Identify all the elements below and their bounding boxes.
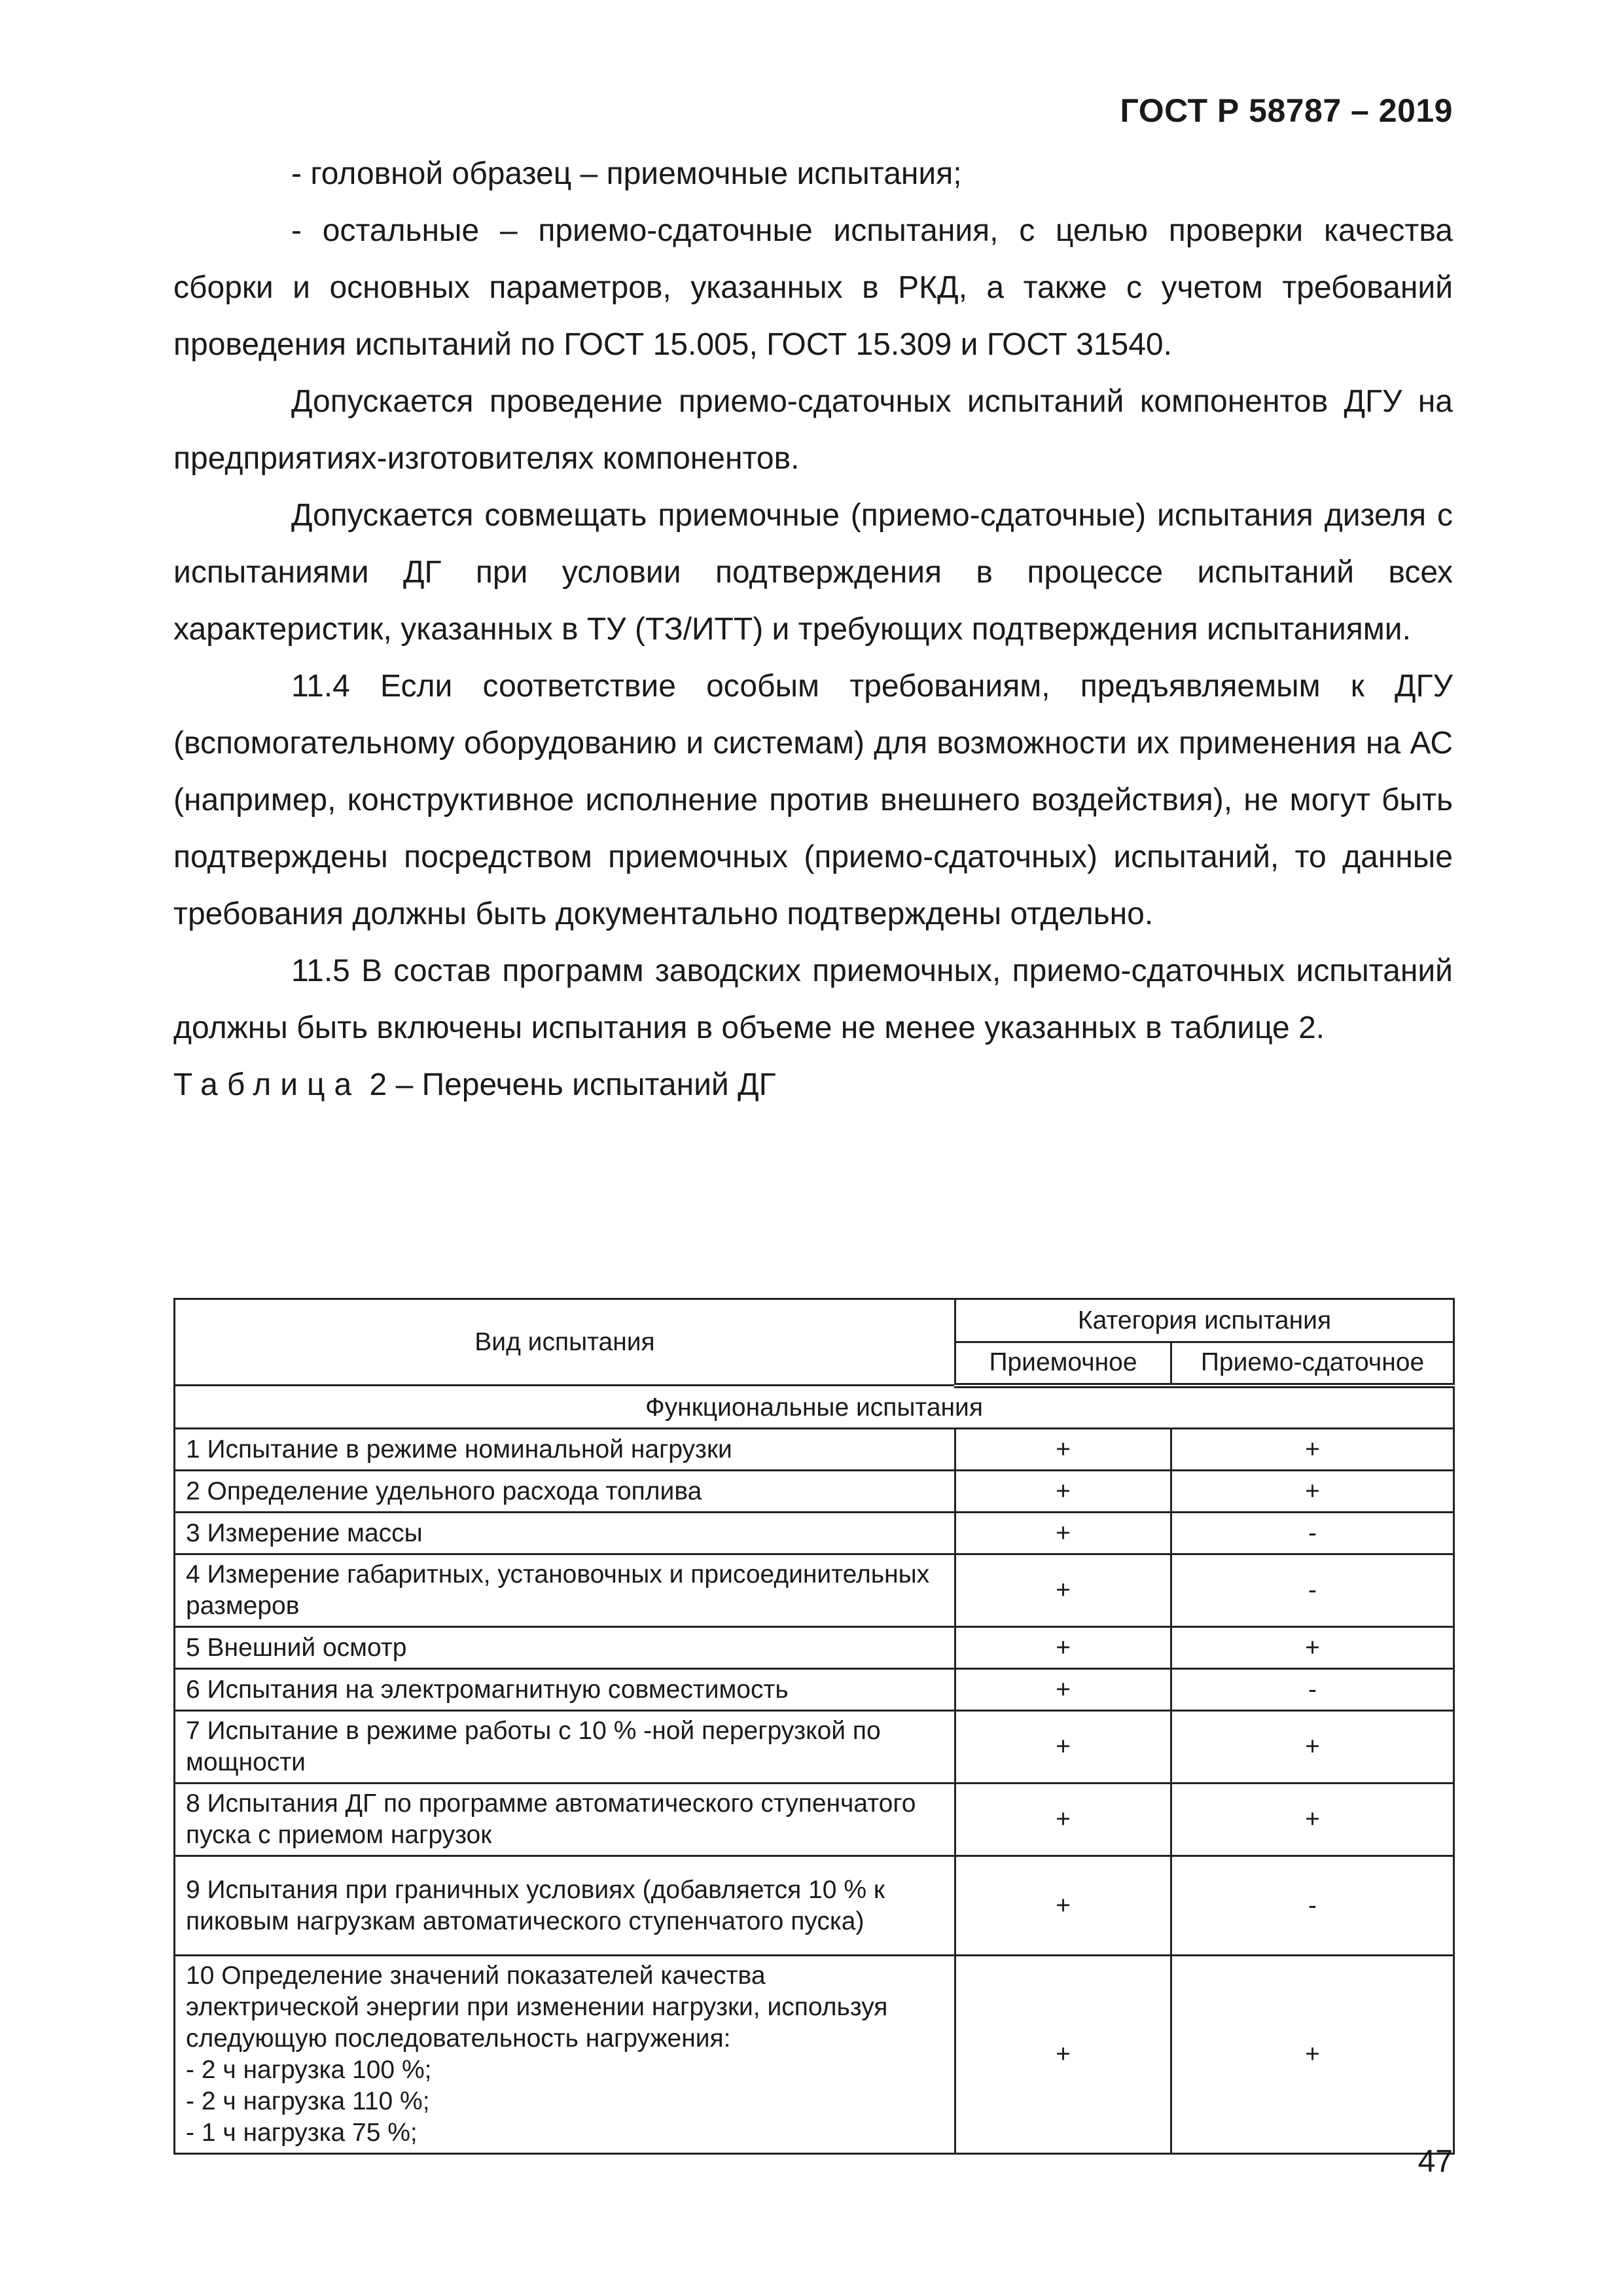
row10-item-2: - 2 ч нагрузка 110 %; xyxy=(186,2087,430,2115)
row-delivery-mark: - xyxy=(1171,1856,1454,1956)
table-row xyxy=(175,1627,1454,1669)
row-acceptance-mark: + xyxy=(955,1956,1171,2154)
row-delivery-mark: + xyxy=(1171,1429,1454,1471)
row-test-name: 4 Измерение габаритных, установочных и присоединительных размеров xyxy=(175,1554,955,1627)
row-acceptance-mark: + xyxy=(955,1711,1171,1784)
table-row xyxy=(175,1554,1454,1627)
row-acceptance-mark: + xyxy=(955,1471,1171,1513)
row10-item-3: - 1 ч нагрузка 75 %; xyxy=(186,2119,418,2147)
row-test-name: 9 Испытания при граничных условиях (добавляется 10 % к пиковым нагрузкам автоматического ступенчатого пуска) xyxy=(175,1856,955,1956)
row-acceptance-mark: + xyxy=(955,1784,1171,1856)
row-delivery-mark: + xyxy=(1171,1471,1454,1513)
row-test-name: 1 Испытание в режиме номинальной нагрузки xyxy=(175,1429,955,1471)
row-test-name: 7 Испытание в режиме работы с 10 % -ной перегрузкой по мощности xyxy=(175,1711,955,1784)
document-code-header: ГОСТ Р 58787 – 2019 xyxy=(1120,92,1453,129)
col-header-category: Категория испытания xyxy=(955,1299,1454,1342)
group-row-functional-tests: Функциональные испытания xyxy=(175,1386,1454,1429)
row-delivery-mark: + xyxy=(1171,1784,1454,1856)
row-delivery-mark: - xyxy=(1171,1669,1454,1711)
row-test-name: 3 Измерение массы xyxy=(175,1513,955,1554)
row-test-name xyxy=(175,1956,955,2154)
table-row xyxy=(175,1471,1454,1513)
row-delivery-mark: + xyxy=(1171,1627,1454,1669)
col-header-acceptance: Приемочное xyxy=(955,1342,1171,1386)
table-container xyxy=(173,1298,1453,2155)
row-acceptance-mark: + xyxy=(955,1513,1171,1554)
paragraph-3: Допускается проведение приемо-сдаточных испытаний компонентов ДГУ на предприятиях-изготовителях компонентов. xyxy=(173,384,1453,476)
paragraph-11-5: 11.5 В состав программ заводских приемочных, приемо-сдаточных испытаний должны быть включены испытания в объеме не менее указанных в таблице 2. xyxy=(173,954,1453,1045)
row-delivery-mark: - xyxy=(1171,1554,1454,1627)
col-header-delivery: Приемо-сдаточное xyxy=(1171,1342,1454,1386)
table-row xyxy=(175,1429,1454,1471)
table-row xyxy=(175,1513,1454,1554)
row-delivery-mark: - xyxy=(1171,1513,1454,1554)
page-number: 47 xyxy=(1418,2144,1453,2179)
table-row xyxy=(175,1711,1454,1784)
row-test-name: 8 Испытания ДГ по программе автоматического ступенчатого пуска с приемом нагрузок xyxy=(175,1784,955,1856)
row-acceptance-mark: + xyxy=(955,1669,1171,1711)
table-caption-word: Таблица xyxy=(173,1067,361,1102)
row-acceptance-mark: + xyxy=(955,1856,1171,1956)
tests-table xyxy=(173,1298,1455,2155)
table-row xyxy=(175,1784,1454,1856)
paragraph-1: - головной образец – приемочные испытания; xyxy=(291,156,962,191)
paragraph-4: Допускается совмещать приемочные (приемо-сдаточные) испытания дизеля с испытаниями ДГ при условии подтверждения в процессе испытаний всех характеристик, указанных в ТУ (ТЗ/ИТТ) и требующих подтверждения испытаниями. xyxy=(173,498,1453,647)
table-row xyxy=(175,1956,1454,2154)
row-test-name: 6 Испытания на электромагнитную совместимость xyxy=(175,1669,955,1711)
row-delivery-mark: + xyxy=(1171,1956,1454,2154)
col-header-test-type: Вид испытания xyxy=(175,1299,955,1386)
row-acceptance-mark: + xyxy=(955,1429,1171,1471)
row-delivery-mark: + xyxy=(1171,1711,1454,1784)
row-acceptance-mark: + xyxy=(955,1554,1171,1627)
paragraph-11-4: 11.4 Если соответствие особым требованиям, предъявляемым к ДГУ (вспомогательному оборудованию и системам) для возможности их применения на АС (например, конструктивное исполнение против внешнего воздействия), не могут быть подтверждены посредством приемочных (приемо-сдаточных) испытаний, то данные требования должны быть документально подтверждены отдельно. xyxy=(173,669,1453,931)
row10-item-1: - 2 ч нагрузка 100 %; xyxy=(186,2056,432,2084)
row-test-name: 2 Определение удельного расхода топлива xyxy=(175,1471,955,1513)
body-text xyxy=(173,145,1453,1113)
table-caption xyxy=(173,1056,1453,1113)
table-row xyxy=(175,1669,1454,1711)
table-caption-title: 2 – Перечень испытаний ДГ xyxy=(361,1067,776,1102)
paragraph-2: - остальные – приемо-сдаточные испытания, с целью проверки качества сборки и основных параметров, указанных в РКД, а также с учетом требований проведения испытаний по ГОСТ 15.005, ГОСТ 15.309 и ГОСТ 31540. xyxy=(173,213,1453,362)
row-test-name: 5 Внешний осмотр xyxy=(175,1627,955,1669)
table-row xyxy=(175,1856,1454,1956)
row-acceptance-mark: + xyxy=(955,1627,1171,1669)
row10-text: 10 Определение значений показателей качества электрической энергии при изменении нагрузки, используя следующую последовательность нагружения: xyxy=(186,1962,888,2053)
